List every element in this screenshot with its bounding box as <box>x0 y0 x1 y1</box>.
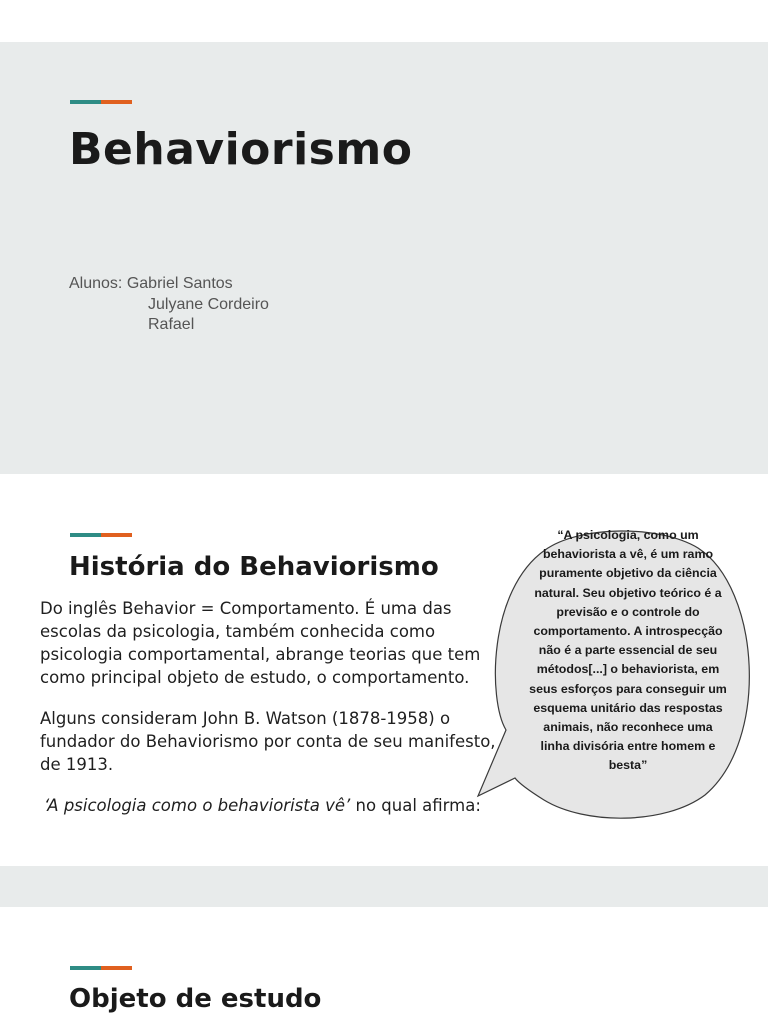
accent-bar-orange <box>101 533 132 537</box>
students-label: Alunos: <box>69 275 123 292</box>
page-title: Behaviorismo <box>69 124 413 175</box>
accent-bar-orange <box>101 100 132 104</box>
accent-bar-teal <box>70 966 101 970</box>
student-name: Julyane Cordeiro <box>148 295 269 313</box>
accent-bar-orange <box>101 966 132 970</box>
slide-history <box>0 474 768 866</box>
section-title-history: História do Behaviorismo <box>69 552 439 582</box>
accent-bar-teal <box>70 100 101 104</box>
speech-bubble-quote: “A psicologia, como um behaviorista a vê, é um ramo puramente objetivo da ciência natural. Seu objetivo teórico é a previsão e o controle do comportamento. A introspecção não é a parte essencial de seu métodos[...] o behaviorista, em seus esforços para conseguir um esquema unitário das respostas animais, não reconhece uma linha divisória entre homem e besta” <box>529 528 727 773</box>
slide-title <box>0 42 768 474</box>
student-name: Gabriel Santos <box>126 275 233 292</box>
accent-bar <box>70 966 132 970</box>
accent-bar <box>70 533 132 537</box>
slide-divider <box>0 866 768 907</box>
student-name: Rafael <box>148 316 195 333</box>
accent-bar-teal <box>70 533 101 537</box>
history-paragraph-3 <box>44 794 504 817</box>
manifesto-rest: no qual afirma: <box>350 796 481 815</box>
section-title-object: Objeto de estudo <box>69 984 322 1014</box>
students-list <box>69 274 269 336</box>
manifesto-title: ‘A psicologia como o behaviorista vê’ <box>44 796 351 815</box>
accent-bar <box>70 100 132 104</box>
history-paragraph-1: Do inglês Behavior = Comportamento. É uma das escolas da psicologia, também conhecida como psicologia comportamental, abrange teorias que tem como principal objeto de estudo, o comportamento. <box>40 599 481 687</box>
slide-object-of-study <box>0 907 768 1024</box>
history-paragraph-2: Alguns consideram John B. Watson (1878-1958) o fundador do Behaviorismo por conta de seu manifesto, de 1913. <box>40 709 496 774</box>
